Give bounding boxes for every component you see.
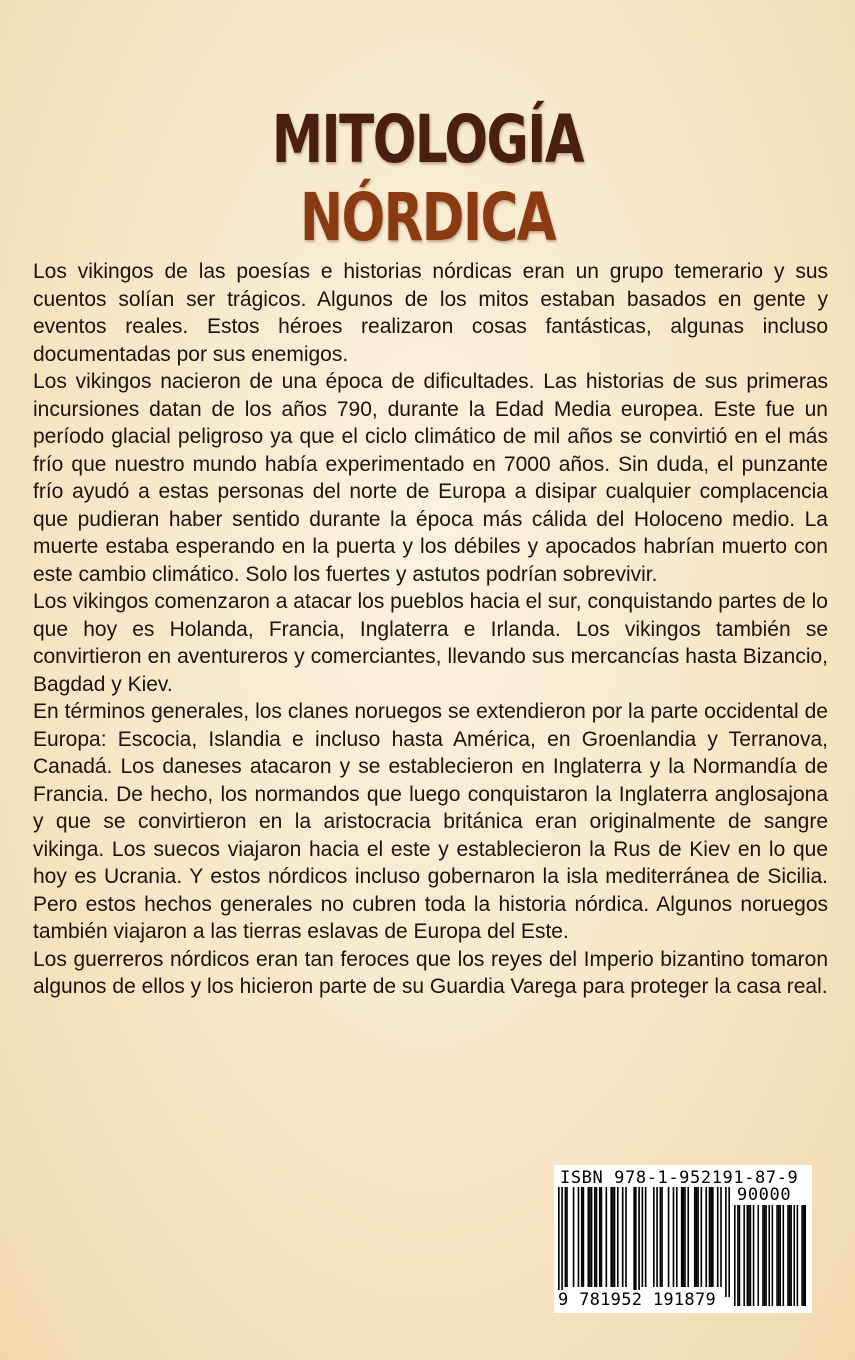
barcode-bar (801, 1205, 803, 1306)
price-code: 90000 (737, 1185, 792, 1205)
barcode-bar (697, 1187, 699, 1287)
barcode-bar (705, 1187, 707, 1287)
barcode-bar (787, 1205, 789, 1306)
barcode-bar (684, 1187, 686, 1287)
barcode-bar (676, 1187, 678, 1287)
book-title (0, 101, 855, 257)
barcode-bar (638, 1187, 640, 1297)
barcode-bar (633, 1187, 635, 1297)
barcode-bar (561, 1187, 563, 1297)
barcode-bar (612, 1187, 614, 1287)
barcode-bar (753, 1205, 755, 1306)
barcode-bar (739, 1205, 741, 1306)
barcode-bar (668, 1187, 670, 1287)
barcode-bar (591, 1187, 593, 1287)
barcode-bar (776, 1205, 778, 1306)
barcode-bar (747, 1205, 749, 1306)
barcode-bar (765, 1205, 767, 1306)
barcode-bar (594, 1187, 596, 1287)
barcode-bar (583, 1187, 585, 1287)
barcode-bar (601, 1187, 603, 1287)
barcode-bar (687, 1187, 689, 1287)
barcode-bar (734, 1205, 736, 1306)
barcode-bar (578, 1187, 580, 1287)
barcode-bar (793, 1205, 795, 1306)
barcode-bar (622, 1187, 624, 1287)
barcode-bar (772, 1205, 774, 1306)
barcode-bar (635, 1187, 637, 1297)
barcode-bar (768, 1205, 770, 1306)
barcode-bar (581, 1187, 583, 1287)
title-line-2: NÓRDICA (299, 179, 556, 257)
barcode-bar (717, 1187, 719, 1287)
barcode-bar (709, 1187, 711, 1287)
barcode-bar (673, 1187, 675, 1287)
title-line-1: MITOLOGÍA (271, 101, 584, 179)
synopsis-paragraph-3: Los vikingos comenzaron a atacar los pueblos hacia el sur, conquistando partes de lo que hoy es Holanda, Francia, Inglaterra e Irlanda. Los vikingos también se convirtieron en aventureros y comerciantes, llevando sus mercancías hasta Bizancio, Bagdad y Kiev. (33, 590, 828, 696)
barcode-bar (573, 1187, 575, 1287)
synopsis-paragraph-1: Los vikingos de las poesías e historias nórdicas eran un grupo temerario y sus cuentos solían ser trágicos. Algunos de los mitos estaban basados en gente y eventos reales. Estos héroes realizaron cosas fantásticas, algunas incluso documentadas por sus enemigos. (33, 260, 828, 366)
barcode-bar (701, 1187, 703, 1287)
barcode-bar (725, 1187, 727, 1297)
barcode-bar (599, 1187, 601, 1287)
barcode-bar (596, 1187, 598, 1287)
barcode-bar (610, 1187, 612, 1287)
barcode-bar (712, 1187, 714, 1287)
barcode-bar (783, 1205, 785, 1306)
barcode-bar (803, 1205, 805, 1306)
barcode-bar (764, 1205, 766, 1306)
barcode-bar (642, 1187, 644, 1287)
barcode-bar (743, 1205, 745, 1306)
barcode-bar (789, 1205, 791, 1306)
barcode-bar (661, 1187, 663, 1287)
barcode-bar (558, 1187, 560, 1297)
barcode-bar (645, 1187, 647, 1287)
barcode-bar (565, 1187, 567, 1287)
barcode-bar (728, 1187, 730, 1297)
barcode-bar (614, 1187, 616, 1287)
barcode-addon-bars (734, 1205, 806, 1306)
barcode-bar (587, 1187, 589, 1287)
barcode-bar (617, 1187, 619, 1287)
synopsis-paragraph-4: En términos generales, los clanes noruegos se extendieron por la parte occidental de Europa: Escocia, Islandia e incluso hasta América, en Groenlandia y Terranova, Canadá. Los daneses atacaron y se establecieron en Inglaterra y la Normandía de Francia. De hecho, los normandos que luego conquistaron la Inglaterra anglosajona y que se convirtieron en la aristocracia británica eran originalmente de sangre vikinga. Los suecos viajaron hacia el este y establecieron la Rus de Kiev en lo que hoy es Ucrania. Y estos nórdicos incluso gobernaron la isla mediterránea de Sicilia. Pero estos hechos generales no cubren toda la historia nórdica. Algunos noruegos también viajaron a las tierras eslavas de Europa del Este. (33, 700, 828, 943)
barcode-bar (804, 1205, 806, 1306)
barcode-main-bars (558, 1187, 730, 1297)
barcode-bar (656, 1187, 658, 1287)
barcode-bar (696, 1187, 698, 1287)
barcode-bar (779, 1205, 781, 1306)
barcode-bar (710, 1187, 712, 1287)
isbn-barcode (554, 1165, 812, 1313)
barcode-bar (790, 1205, 792, 1306)
barcode-bar (750, 1205, 752, 1306)
barcode-bar (660, 1187, 662, 1287)
barcode-bar (653, 1187, 655, 1287)
barcode-bar (681, 1187, 683, 1287)
synopsis-paragraph-2: Los vikingos nacieron de una época de dificultades. Las historias de sus primeras incursiones datan de los años 790, durante la Edad Media europea. Este fue un período glacial peligroso ya que el ciclo climático de mil años se convirtió en el más frío que nuestro mundo había experimentado en 7000 años. Sin duda, el punzante frío ayudó a estas personas del norte de Europa a disipar cualquier complacencia que pudieran haber sentido durante la época más cálida del Holoceno medio. La muerte estaba esperando en la puerta y los débiles y apocados habrían muerto con este cambio climático. Solo los fuertes y astutos podrían sobrevivir. (33, 370, 828, 586)
barcode-bar (797, 1205, 799, 1306)
barcode-bar (778, 1205, 780, 1306)
barcode-bar (606, 1187, 608, 1287)
isbn-number: ISBN 978-1-952191-87-9 (560, 1168, 799, 1188)
barcode-bar (566, 1187, 568, 1287)
barcode-digits: 9 781952 191879 (558, 1290, 717, 1310)
barcode-bar (589, 1187, 591, 1287)
barcode-bar (682, 1187, 684, 1287)
barcode-bar (757, 1205, 759, 1306)
barcode-bar (748, 1205, 750, 1306)
synopsis (33, 258, 828, 1001)
barcode-bar (625, 1187, 627, 1287)
synopsis-paragraph-5: Los guerreros nórdicos eran tan feroces que los reyes del Imperio bizantino tomaron algunos de ellos y los hicieron parte de su Guardia Varega para proteger la casa real. (33, 947, 828, 998)
barcode-bar (737, 1205, 739, 1306)
barcode-bar (762, 1205, 764, 1306)
barcode-bar (694, 1187, 696, 1287)
barcode-bar (720, 1187, 722, 1287)
